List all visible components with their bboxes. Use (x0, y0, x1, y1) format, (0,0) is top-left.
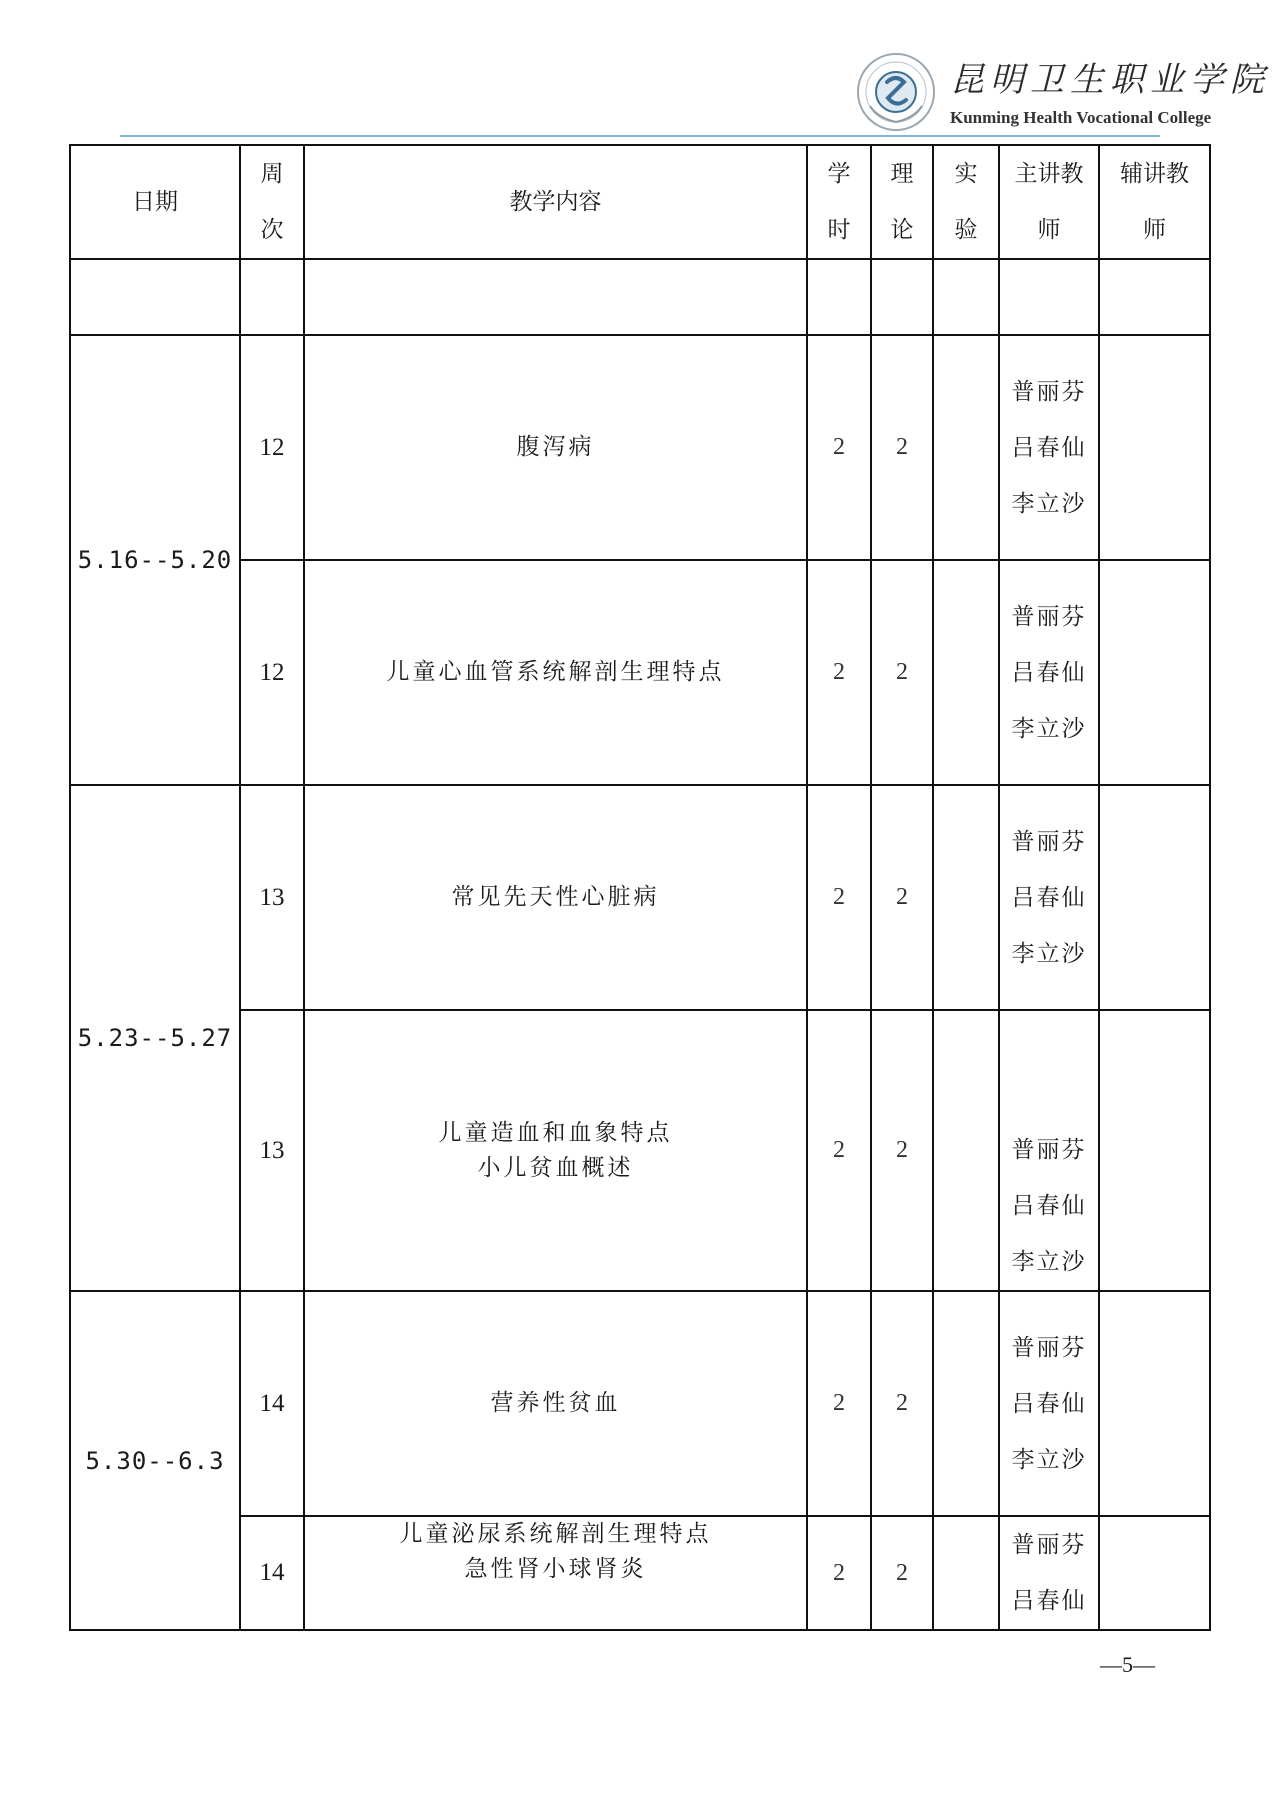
theory-cell: 2 (871, 1010, 933, 1291)
week-cell: 12 (240, 335, 304, 560)
college-seal-icon (856, 52, 936, 132)
week-cell: 14 (240, 1516, 304, 1630)
hours-cell: 2 (807, 1291, 871, 1516)
hours-cell: 2 (807, 1010, 871, 1291)
assist-teacher-cell (1099, 1291, 1210, 1516)
lab-cell (933, 1291, 999, 1516)
lab-cell (933, 785, 999, 1010)
content-cell: 营养性贫血 (304, 1291, 807, 1516)
theory-cell: 2 (871, 335, 933, 560)
lead-teachers-cell: 普丽芬 吕春仙 李立沙 (999, 1010, 1099, 1291)
date-cell: 5.30--6.3 (70, 1291, 240, 1630)
theory-cell: 2 (871, 1516, 933, 1630)
table-row (70, 335, 1210, 560)
content-cell: 儿童造血和血象特点 小儿贫血概述 (304, 1010, 807, 1291)
header-content: 教学内容 (304, 145, 807, 259)
college-name-cn: 昆明卫生职业学院 (950, 60, 1270, 100)
college-logo (856, 52, 1270, 132)
lab-cell (933, 1516, 999, 1630)
header-row (70, 145, 1210, 259)
lab-cell (933, 560, 999, 785)
assist-teacher-cell (1099, 785, 1210, 1010)
week-cell: 13 (240, 785, 304, 1010)
header-theory: 理 论 (871, 145, 933, 259)
header-date: 日期 (70, 145, 240, 259)
table-row (70, 560, 1210, 785)
table-row (70, 1010, 1210, 1291)
content-cell: 常见先天性心脏病 (304, 785, 807, 1010)
date-cell: 5.23--5.27 (70, 785, 240, 1291)
assist-teacher-cell (1099, 1516, 1210, 1630)
week-cell: 12 (240, 560, 304, 785)
date-cell: 5.16--5.20 (70, 335, 240, 785)
week-cell: 14 (240, 1291, 304, 1516)
hours-cell: 2 (807, 785, 871, 1010)
assist-teacher-cell (1099, 1010, 1210, 1291)
header-week: 周 次 (240, 145, 304, 259)
lead-teachers-cell: 普丽芬 吕春仙 李立沙 (999, 1291, 1099, 1516)
lead-teachers-cell: 普丽芬 吕春仙 (999, 1516, 1099, 1630)
table-row (70, 1516, 1210, 1630)
header-lab: 实 验 (933, 145, 999, 259)
week-cell: 13 (240, 1010, 304, 1291)
page-header (0, 0, 1274, 140)
header-hours: 学 时 (807, 145, 871, 259)
hours-cell: 2 (807, 560, 871, 785)
table-row (70, 1291, 1210, 1516)
page-number: —5— (1100, 1652, 1155, 1677)
theory-cell: 2 (871, 1291, 933, 1516)
empty-row (70, 259, 1210, 335)
table-row (70, 785, 1210, 1010)
lead-teachers-cell: 普丽芬 吕春仙 李立沙 (999, 335, 1099, 560)
header-lead-teacher: 主讲教 师 (999, 145, 1099, 259)
lab-cell (933, 1010, 999, 1291)
hours-cell: 2 (807, 1516, 871, 1630)
header-assist-teacher: 辅讲教 师 (1099, 145, 1210, 259)
header-divider (120, 135, 1160, 137)
content-cell: 儿童心血管系统解剖生理特点 (304, 560, 807, 785)
assist-teacher-cell (1099, 335, 1210, 560)
hours-cell: 2 (807, 335, 871, 560)
schedule-table (69, 144, 1211, 1631)
content-cell: 腹泻病 (304, 335, 807, 560)
college-name-en: Kunming Health Vocational College (950, 108, 1212, 127)
theory-cell: 2 (871, 785, 933, 1010)
lab-cell (933, 335, 999, 560)
theory-cell: 2 (871, 560, 933, 785)
lead-teachers-cell: 普丽芬 吕春仙 李立沙 (999, 785, 1099, 1010)
content-cell: 儿童泌尿系统解剖生理特点 急性肾小球肾炎 (304, 1516, 807, 1630)
assist-teacher-cell (1099, 560, 1210, 785)
lead-teachers-cell: 普丽芬 吕春仙 李立沙 (999, 560, 1099, 785)
